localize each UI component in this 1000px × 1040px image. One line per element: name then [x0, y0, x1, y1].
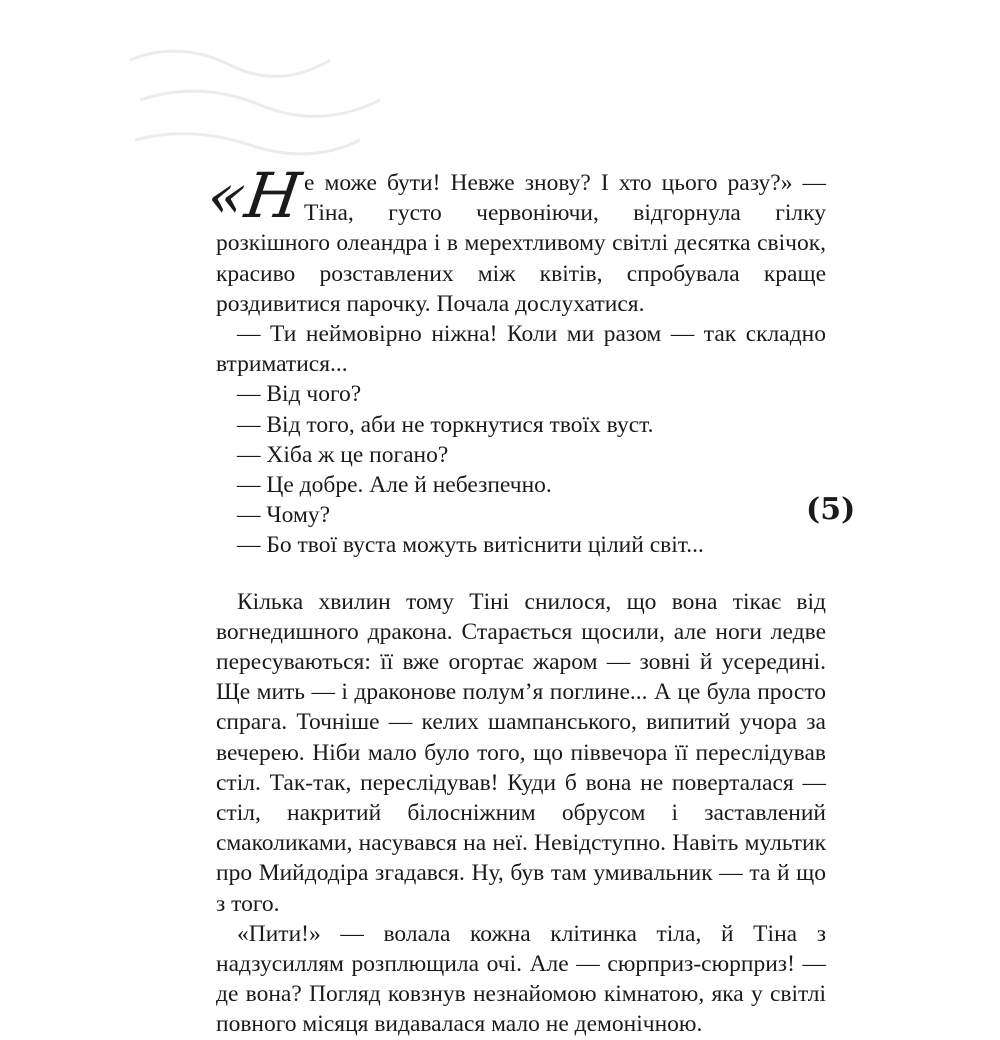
- drop-cap: «Н: [202, 159, 306, 232]
- dialogue-line: — Від чого?: [237, 381, 362, 408]
- page-number: (5): [806, 492, 856, 527]
- body-paragraph: «Пити!» — волала кожна клітинка тіла, й Тіна з надзусиллям розплющила очі. Але — сюрприз-сюрприз! — де вона? Погляд ковзнув незнайомою кімнатою, яка у світлі повного місяця видавалася мало не демонічною.: [216, 920, 826, 1038]
- body-paragraph: Кілька хвилин тому Тіні снилося, що вона тікає від вогнедишного дракона. Старається щосили, але ноги ледве пересуваються: її вже огортає жаром — зовні й усередині. Ще мить — і драконове полум’я поглине... А це була просто спрага. Точніше — келих шампанського, випитий учора за вечерею. Ніби мало було того, що піввечора її переслідував стіл. Так-так, переслідував! Куди б вона не поверталася — стіл, накритий білосніжним обрусом і заставлений смаколиками, насувався на неї. Невідступно. Навіть мультик про Мийдодіра згадався. Ну, був там умивальник — та й що з того.: [216, 588, 826, 917]
- dialogue-line: — Чому?: [237, 502, 331, 529]
- dialogue-line: — Хіба ж це погано?: [237, 441, 449, 468]
- opening-paragraph: [202, 159, 826, 319]
- page-body: [202, 159, 826, 1040]
- dialogue-line: — Ти неймовірно ніжна! Коли ми разом — так складно втриматися...: [216, 321, 826, 378]
- dialogue-line: — Від того, аби не торкнутися твоїх вуст.: [237, 411, 654, 438]
- dialogue-line: — Це добре. Але й небезпечно.: [237, 472, 552, 499]
- dialogue-line: — Бо твої вуста можуть витіснити цілий світ...: [237, 532, 704, 559]
- opening-text: е може бути! Невже знову? І хто цього разу?» — Тіна, густо червоніючи, відгорнула гілку розкішного олеандра і в мерехтливому світлі десятка свічок, красиво розставлених між квітів, спробувала краще роздивитися парочку. Почала дослухатися.: [216, 170, 826, 317]
